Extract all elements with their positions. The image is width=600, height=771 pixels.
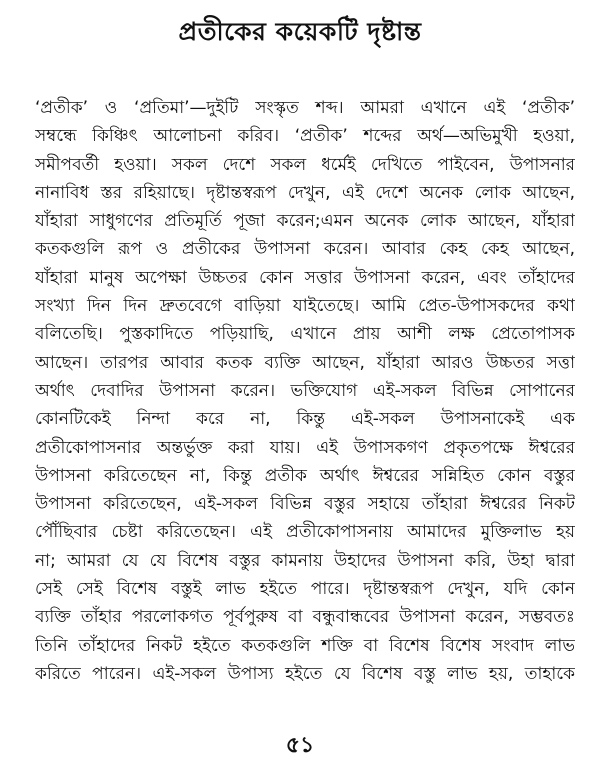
body-text (35, 94, 575, 688)
page-number: ৫১ (285, 733, 315, 758)
text-line: সম্বন্ধে কিঞ্চিৎ আলোচনা করিব। ‘প্রতীক’ শব্দের অর্থ—অভিমুখী হওয়া, (35, 126, 575, 147)
text-line: ‘প্রতীক’ ও ‘প্রতিমা’—দুইটি সংস্কৃত শব্দ। আমরা এখানে এই ‘প্রতীক’ (35, 98, 575, 118)
text-line: যাঁহারা সাধুগণের প্রতিমূর্তি পূজা করেন;এমন অনেক লোক আছেন, যাঁহারা (35, 211, 575, 232)
text-line: পৌঁছিবার চেষ্টা করিতেছেন। এই প্রতীকোপাসনায় আমাদের মুক্তিলাভ হয় (35, 522, 575, 543)
text-line: প্রতীকোপাসনার অন্তর্ভুক্ত করা যায়। এই উপাসকগণ প্রকৃতপক্ষে ঈশ্বরের (35, 437, 575, 458)
text-line: সমীপবর্তী হওয়া। সকল দেশে সকল ধর্মেই দেখিতে পাইবেন, উপাসনার (35, 154, 575, 175)
text-line: কোনটিকেই নিন্দা করে না, কিন্তু এই-সকল উপাসনাকেই এক (35, 409, 575, 430)
text-line: কতকগুলি রূপ ও প্রতীকের উপাসনা করেন। আবার কেহ কেহ আছেন, (35, 239, 575, 260)
text-line: যাঁহারা মানুষ অপেক্ষা উচ্চতর কোন সত্তার উপাসনা করেন, এবং তাঁহাদের (35, 267, 575, 288)
text-line: না; আমরা যে যে বিশেষ বস্তুর কামনায় উহাদের উপাসনা করি, উহা দ্বারা (35, 550, 575, 571)
text-line: তিনি তাঁহাদের নিকট হইতে কতকগুলি শক্তি বা বিশেষ বিশেষ সংবাদ লাভ (35, 635, 575, 656)
text-line: ব্যক্তি তাঁহার পরলোকগত পূর্বপুরুষ বা বন্ধুবান্ধবের উপাসনা করেন, সম্ভবতঃ (35, 607, 575, 628)
text-line: আছেন। তারপর আবার কতক ব্যক্তি আছেন, যাঁহারা আরও উচ্চতর সত্তা (35, 352, 575, 373)
text-line: বলিতেছি। পুস্তকাদিতে পড়িয়াছি, এখানে প্রায় আশী লক্ষ প্রেতোপাসক (35, 324, 575, 345)
text-line: সেই সেই বিশেষ বস্তুই লাভ হইতে পারে। দৃষ্টান্তস্বরূপ দেখুন, যদি কোন (35, 579, 575, 600)
text-line: সংখ্যা দিন দিন দ্রুতবেগে বাড়িয়া যাইতেছে। আমি প্রেত-উপাসকদের কথা (35, 296, 575, 317)
page-title: প্রতীকের কয়েকটি দৃষ্টান্ত (178, 17, 422, 46)
text-line: উপাসনা করিতেছেন, এই-সকল বিভিন্ন বস্তুর সহায়ে তাঁহারা ঈশ্বরের নিকট (35, 494, 575, 515)
text-line: উপাসনা করিতেছেন না, কিন্তু প্রতীক অর্থাৎ ঈশ্বরের সন্নিহিত কোন বস্তুর (35, 465, 575, 486)
text-line: করিতে পারেন। এই-সকল উপাস্য হইতে যে বিশেষ বস্তু লাভ হয়, তাহাকে (35, 663, 575, 684)
text-line: অর্থাৎ দেবাদির উপাসনা করেন। ভক্তিযোগ এই-সকল বিভিন্ন সোপানের (35, 380, 575, 401)
text-line: নানাবিধ স্তর রহিয়াছে। দৃষ্টান্তস্বরূপ দেখুন, এই দেশে অনেক লোক আছেন, (35, 182, 575, 203)
